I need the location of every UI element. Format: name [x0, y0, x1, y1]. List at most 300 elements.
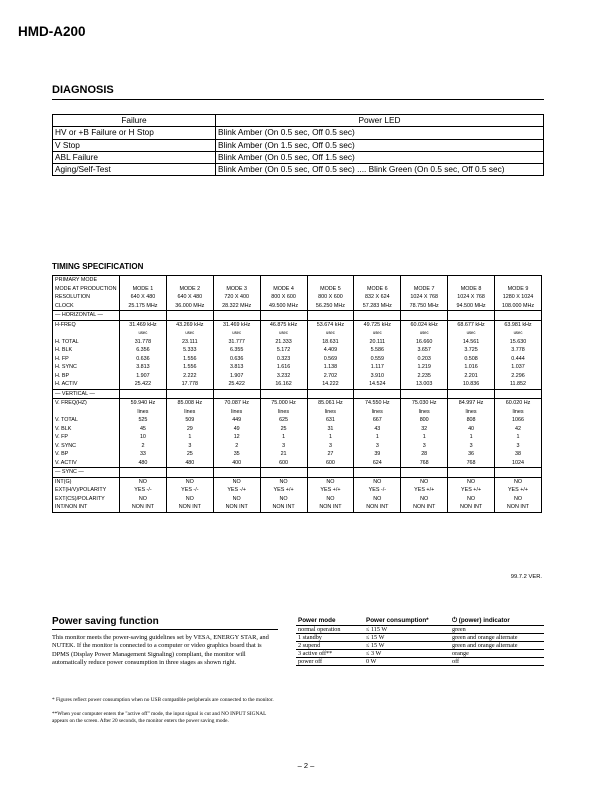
value-cell: lines	[260, 408, 307, 417]
section-label: — HORIZONTAL —	[53, 311, 120, 321]
value-cell: 12	[213, 433, 260, 442]
value-cell: 36	[448, 450, 495, 459]
value-cell: NO	[260, 477, 307, 486]
footnote-active-off: **When your computer enters the "active off" mode, the input signal is cut and NO INPUT SIGNAL appears on the screen. After 20 seconds, the monitor enters the power saving mode.	[52, 711, 267, 724]
value-cell: NO	[401, 477, 448, 486]
failure-cell: HV or +B Failure or H Stop	[53, 127, 216, 139]
empty-cell	[354, 276, 401, 285]
table-row	[296, 626, 544, 634]
value-cell: 800 X 600	[260, 293, 307, 302]
empty-cell	[166, 468, 213, 478]
value-cell: 3.778	[495, 346, 542, 355]
table-row	[53, 380, 542, 389]
col-power-indicator: ⏻ (power) indicator	[450, 617, 544, 626]
row-label: EXT(CS)/POLARITY	[53, 495, 120, 504]
value-cell: 25.422	[213, 380, 260, 389]
table-row	[296, 642, 544, 650]
table-row	[296, 658, 544, 666]
value-cell: 640 X 480	[120, 293, 167, 302]
value-cell: 5.172	[260, 346, 307, 355]
value-cell: 75.000 Hz	[260, 399, 307, 408]
value-cell: YES -/-	[120, 486, 167, 495]
value-cell: 2.235	[401, 372, 448, 381]
mode-header: MODE 7	[401, 285, 448, 294]
value-cell: 45	[120, 425, 167, 434]
table-row	[53, 442, 542, 451]
value-cell: 21.333	[260, 338, 307, 347]
value-cell: 85.061 Hz	[307, 399, 354, 408]
value-cell: 0.636	[213, 355, 260, 364]
value-cell: NO	[260, 495, 307, 504]
table-row	[53, 302, 542, 311]
value-cell: NON INT	[401, 503, 448, 512]
value-cell: 1280 X 1024	[495, 293, 542, 302]
value-cell: 3	[448, 442, 495, 451]
value-cell: 509	[166, 416, 213, 425]
empty-cell	[166, 276, 213, 285]
consumption-cell: ≤ 15 W	[364, 642, 450, 650]
section-row	[53, 468, 542, 478]
value-cell: 78.750 MHz	[401, 302, 448, 311]
value-cell: NON INT	[354, 503, 401, 512]
value-cell: NO	[495, 477, 542, 486]
value-cell: 1	[354, 433, 401, 442]
mode-cell: normal operation	[296, 626, 364, 634]
value-cell: 39	[354, 450, 401, 459]
indicator-cell: green and orange alternate	[450, 642, 544, 650]
diagnosis-col-power-led: Power LED	[216, 115, 544, 127]
value-cell: 53.674 kHz	[307, 320, 354, 329]
value-cell: 31.469 kHz	[120, 320, 167, 329]
value-cell: 28.322 MHz	[213, 302, 260, 311]
value-cell: NON INT	[213, 503, 260, 512]
mode-cell: 1 standby	[296, 634, 364, 642]
row-label: V. BP	[53, 450, 120, 459]
value-cell: 94.500 MHz	[448, 302, 495, 311]
page-number: – 2 –	[297, 761, 315, 770]
value-cell: 25.175 MHz	[120, 302, 167, 311]
table-row	[53, 164, 544, 176]
value-cell: YES +/+	[495, 486, 542, 495]
value-cell: 56.250 MHz	[307, 302, 354, 311]
empty-cell	[307, 468, 354, 478]
empty-cell	[213, 468, 260, 478]
consumption-cell: ≤ 3 W	[364, 650, 450, 658]
value-cell: 16.162	[260, 380, 307, 389]
empty-cell	[448, 276, 495, 285]
value-cell: 449	[213, 416, 260, 425]
value-cell: 5.586	[354, 346, 401, 355]
table-row	[53, 139, 544, 151]
value-cell: 1	[448, 433, 495, 442]
value-cell: 1	[307, 433, 354, 442]
value-cell: 68.677 kHz	[448, 320, 495, 329]
value-cell: YES +/+	[260, 486, 307, 495]
value-cell: 3	[354, 442, 401, 451]
value-cell: 1.117	[354, 363, 401, 372]
row-label: V. SYNC	[53, 442, 120, 451]
mode-header: MODE 5	[307, 285, 354, 294]
diagnosis-col-failure: Failure	[53, 115, 216, 127]
value-cell: NO	[307, 477, 354, 486]
value-cell: NO	[448, 495, 495, 504]
value-cell: YES -/+	[213, 486, 260, 495]
value-cell: 15.630	[495, 338, 542, 347]
row-label: RESOLUTION	[53, 293, 120, 302]
mode-header: MODE 8	[448, 285, 495, 294]
row-label: H. SYNC	[53, 363, 120, 372]
value-cell: 3.725	[448, 346, 495, 355]
value-cell: 1.556	[166, 355, 213, 364]
value-cell: 720 X 400	[213, 293, 260, 302]
value-cell: 1066	[495, 416, 542, 425]
row-label: INT/NON INT	[53, 503, 120, 512]
row-label	[53, 329, 120, 338]
consumption-cell: ≤ 115 W	[364, 626, 450, 634]
value-cell: lines	[307, 408, 354, 417]
value-cell: NON INT	[166, 503, 213, 512]
value-cell: 1.219	[401, 363, 448, 372]
value-cell: 85.008 Hz	[166, 399, 213, 408]
value-cell: 3.232	[260, 372, 307, 381]
value-cell: 42	[495, 425, 542, 434]
row-label: V. BLK	[53, 425, 120, 434]
mode-cell: power off	[296, 658, 364, 666]
indicator-cell: off	[450, 658, 544, 666]
failure-cell: Aging/Self-Test	[53, 164, 216, 176]
empty-cell	[120, 389, 167, 399]
consumption-cell: ≤ 15 W	[364, 634, 450, 642]
row-label: V. ACTIV	[53, 459, 120, 468]
value-cell: 28	[401, 450, 448, 459]
col-power-consumption: Power consumption*	[364, 617, 450, 626]
value-cell: usec	[166, 329, 213, 338]
power-saving-heading: Power saving function	[52, 616, 159, 627]
power-mode-header-row	[296, 617, 544, 626]
value-cell: 11.852	[495, 380, 542, 389]
empty-cell	[495, 276, 542, 285]
value-cell: NON INT	[260, 503, 307, 512]
failure-cell: V Stop	[53, 139, 216, 151]
empty-cell	[166, 311, 213, 321]
value-cell: 60.020 Hz	[495, 399, 542, 408]
empty-cell	[495, 311, 542, 321]
table-row	[53, 276, 542, 285]
empty-cell	[307, 389, 354, 399]
value-cell: NON INT	[120, 503, 167, 512]
mode-header: MODE 2	[166, 285, 213, 294]
value-cell: YES +/+	[401, 486, 448, 495]
value-cell: 10	[120, 433, 167, 442]
empty-cell	[120, 468, 167, 478]
value-cell: 640 X 480	[166, 293, 213, 302]
led-cell: Blink Amber (On 0.5 sec, Off 0.5 sec) .... Blink Green (On 0.5 sec, Off 0.5 sec)	[216, 164, 544, 176]
footnote-consumption: * Figures reflect power consumption when no USB compatible peripherals are connected to the monitor.	[52, 697, 274, 703]
value-cell: 0.569	[307, 355, 354, 364]
value-cell: usec	[354, 329, 401, 338]
value-cell: NON INT	[448, 503, 495, 512]
value-cell: usec	[495, 329, 542, 338]
value-cell: 25	[166, 450, 213, 459]
value-cell: lines	[448, 408, 495, 417]
empty-cell	[401, 389, 448, 399]
value-cell: NO	[213, 477, 260, 486]
power-saving-body: This monitor meets the power-saving guidelines set by VESA, ENERGY STAR, and NUTEK. If the monitor is connected to a computer or video graphics board that is DPMS (Display Power Management Signaling) compliant, the monitor will automatically reduce power consumption in three stages as shown right.	[52, 634, 269, 666]
section-label: — SYNC —	[53, 468, 120, 478]
value-cell: 2.222	[166, 372, 213, 381]
empty-cell	[354, 311, 401, 321]
table-row	[53, 320, 542, 329]
value-cell: lines	[495, 408, 542, 417]
value-cell: 768	[448, 459, 495, 468]
value-cell: 84.997 Hz	[448, 399, 495, 408]
value-cell: 1.556	[166, 363, 213, 372]
col-power-mode: Power mode	[296, 617, 364, 626]
mode-header: MODE 1	[120, 285, 167, 294]
table-row	[53, 399, 542, 408]
empty-cell	[354, 389, 401, 399]
value-cell: 3.813	[120, 363, 167, 372]
empty-cell	[307, 276, 354, 285]
value-cell: 25	[260, 425, 307, 434]
value-cell: 29	[166, 425, 213, 434]
empty-cell	[166, 389, 213, 399]
row-label: CLOCK	[53, 302, 120, 311]
table-row	[53, 459, 542, 468]
timing-table	[52, 275, 542, 513]
value-cell: 1	[260, 433, 307, 442]
value-cell: NO	[307, 495, 354, 504]
table-row	[53, 408, 542, 417]
value-cell: 1	[495, 433, 542, 442]
value-cell: 74.550 Hz	[354, 399, 401, 408]
value-cell: 49	[213, 425, 260, 434]
led-cell: Blink Amber (On 0.5 sec, Off 1.5 sec)	[216, 151, 544, 163]
value-cell: 3.657	[401, 346, 448, 355]
table-row	[53, 363, 542, 372]
value-cell: 3	[166, 442, 213, 451]
row-label: H. BLK	[53, 346, 120, 355]
table-row	[53, 346, 542, 355]
value-cell: 624	[354, 459, 401, 468]
value-cell: 625	[260, 416, 307, 425]
value-cell: 6.356	[120, 346, 167, 355]
value-cell: 832 X 624	[354, 293, 401, 302]
value-cell: usec	[260, 329, 307, 338]
mode-header: MODE 4	[260, 285, 307, 294]
value-cell: 70.087 Hz	[213, 399, 260, 408]
table-row	[53, 495, 542, 504]
value-cell: usec	[401, 329, 448, 338]
value-cell: NO	[166, 495, 213, 504]
value-cell: 31.778	[120, 338, 167, 347]
value-cell: 36.000 MHz	[166, 302, 213, 311]
mode-cell: 2 supend	[296, 642, 364, 650]
value-cell: 18.631	[307, 338, 354, 347]
value-cell: 1.616	[260, 363, 307, 372]
document-title: HMD-A200	[18, 24, 86, 39]
value-cell: 400	[213, 459, 260, 468]
power-mode-table	[296, 617, 544, 666]
led-cell: Blink Amber (On 0.5 sec, Off 0.5 sec)	[216, 127, 544, 139]
value-cell: NO	[166, 477, 213, 486]
empty-cell	[260, 468, 307, 478]
value-cell: 2	[120, 442, 167, 451]
table-row	[53, 151, 544, 163]
value-cell: 43.269 kHz	[166, 320, 213, 329]
power-saving-rule	[52, 629, 278, 630]
value-cell: 600	[307, 459, 354, 468]
value-cell: 0.636	[120, 355, 167, 364]
value-cell: 43	[354, 425, 401, 434]
table-row	[53, 329, 542, 338]
table-row	[53, 338, 542, 347]
row-label: INT(G)	[53, 477, 120, 486]
value-cell: 600	[260, 459, 307, 468]
row-label: H. BP	[53, 372, 120, 381]
value-cell: 31.777	[213, 338, 260, 347]
indicator-cell: orange	[450, 650, 544, 658]
table-row	[53, 503, 542, 512]
value-cell: YES +/+	[307, 486, 354, 495]
row-label	[53, 408, 120, 417]
value-cell: YES +/+	[448, 486, 495, 495]
value-cell: 3	[401, 442, 448, 451]
table-row	[53, 127, 544, 139]
diagnosis-table	[52, 114, 544, 176]
value-cell: 0.323	[260, 355, 307, 364]
value-cell: 40	[448, 425, 495, 434]
empty-cell	[260, 389, 307, 399]
failure-cell: ABL Failure	[53, 151, 216, 163]
value-cell: 1.037	[495, 363, 542, 372]
empty-cell	[448, 311, 495, 321]
value-cell: 3	[495, 442, 542, 451]
value-cell: 480	[166, 459, 213, 468]
table-row	[53, 372, 542, 381]
value-cell: NO	[213, 495, 260, 504]
value-cell: 4.409	[307, 346, 354, 355]
mode-label: MODE AT PRODUCTION	[53, 285, 120, 294]
value-cell: NON INT	[495, 503, 542, 512]
value-cell: lines	[213, 408, 260, 417]
value-cell: 6.355	[213, 346, 260, 355]
value-cell: 2.201	[448, 372, 495, 381]
primary-mode-label: PRIMARY MODE	[53, 276, 120, 285]
value-cell: 27	[307, 450, 354, 459]
value-cell: 108.000 MHz	[495, 302, 542, 311]
value-cell: 1.138	[307, 363, 354, 372]
row-label: V. TOTAL	[53, 416, 120, 425]
led-cell: Blink Amber (On 1.5 sec, Off 0.5 sec)	[216, 139, 544, 151]
value-cell: 31.469 kHz	[213, 320, 260, 329]
empty-cell	[213, 311, 260, 321]
empty-cell	[213, 389, 260, 399]
value-cell: 631	[307, 416, 354, 425]
value-cell: 49.725 kHz	[354, 320, 401, 329]
value-cell: 0.444	[495, 355, 542, 364]
empty-cell	[495, 468, 542, 478]
empty-cell	[495, 389, 542, 399]
value-cell: 17.778	[166, 380, 213, 389]
value-cell: lines	[166, 408, 213, 417]
empty-cell	[213, 276, 260, 285]
value-cell: usec	[120, 329, 167, 338]
value-cell: 525	[120, 416, 167, 425]
value-cell: 60.024 kHz	[401, 320, 448, 329]
value-cell: 1024 X 768	[401, 293, 448, 302]
value-cell: 38	[495, 450, 542, 459]
value-cell: 14.222	[307, 380, 354, 389]
value-cell: 75.030 Hz	[401, 399, 448, 408]
value-cell: 10.836	[448, 380, 495, 389]
value-cell: 2	[213, 442, 260, 451]
empty-cell	[260, 276, 307, 285]
value-cell: lines	[354, 408, 401, 417]
empty-cell	[307, 311, 354, 321]
table-row	[296, 634, 544, 642]
table-row	[53, 486, 542, 495]
value-cell: 3	[260, 442, 307, 451]
value-cell: 20.111	[354, 338, 401, 347]
mode-header: MODE 6	[354, 285, 401, 294]
empty-cell	[448, 389, 495, 399]
value-cell: NO	[495, 495, 542, 504]
value-cell: 0.508	[448, 355, 495, 364]
indicator-cell: green	[450, 626, 544, 634]
value-cell: lines	[120, 408, 167, 417]
consumption-cell: 0 W	[364, 658, 450, 666]
value-cell: 0.559	[354, 355, 401, 364]
value-cell: NO	[401, 495, 448, 504]
mode-header: MODE 9	[495, 285, 542, 294]
diagnosis-rule	[52, 99, 544, 100]
table-row	[53, 293, 542, 302]
value-cell: YES -/-	[354, 486, 401, 495]
row-label: H. TOTAL	[53, 338, 120, 347]
value-cell: 1024 X 768	[448, 293, 495, 302]
row-label: V. FP	[53, 433, 120, 442]
value-cell: 3.813	[213, 363, 260, 372]
row-label: EXT(H/V)/POLARITY	[53, 486, 120, 495]
row-label: V. FREQ(HZ)	[53, 399, 120, 408]
table-row	[53, 416, 542, 425]
table-row	[53, 450, 542, 459]
value-cell: 1.016	[448, 363, 495, 372]
row-label: H. FP	[53, 355, 120, 364]
value-cell: 480	[120, 459, 167, 468]
value-cell: YES -/-	[166, 486, 213, 495]
value-cell: 1	[401, 433, 448, 442]
indicator-cell: green and orange alternate	[450, 634, 544, 642]
value-cell: 1.907	[120, 372, 167, 381]
value-cell: usec	[307, 329, 354, 338]
value-cell: NO	[120, 495, 167, 504]
value-cell: NON INT	[307, 503, 354, 512]
empty-cell	[120, 276, 167, 285]
value-cell: usec	[213, 329, 260, 338]
value-cell: 21	[260, 450, 307, 459]
value-cell: 46.875 kHz	[260, 320, 307, 329]
table-row	[53, 433, 542, 442]
table-row	[53, 425, 542, 434]
value-cell: 49.500 MHz	[260, 302, 307, 311]
value-cell: 35	[213, 450, 260, 459]
value-cell: 2.702	[307, 372, 354, 381]
value-cell: lines	[401, 408, 448, 417]
value-cell: 808	[448, 416, 495, 425]
empty-cell	[120, 311, 167, 321]
